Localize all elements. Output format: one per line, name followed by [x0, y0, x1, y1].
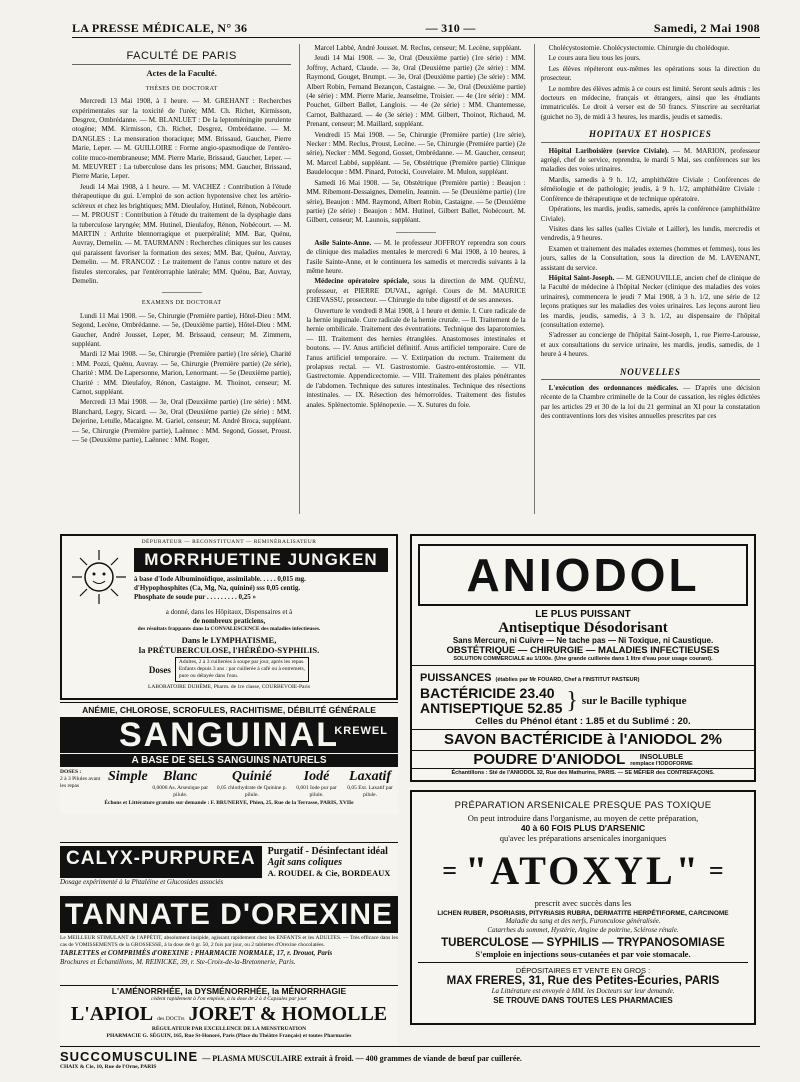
ad-line: Phosphate de soude pur . . . . . . . . . 0,25 » [134, 593, 257, 601]
divider [396, 232, 436, 233]
ad-footer: Échons et Littérature gratuits sur demande : F. BRUNERYE, Phien, 25, Rue de la Terrasse, PARIS, XVIIe [104, 800, 354, 806]
ad-doses-label: DOSES : [60, 769, 82, 775]
ad-line: A. ROUDEL & Cie, BORDEAUX [267, 868, 391, 878]
ad-brand-name: CALYX-PURPUREA [60, 846, 262, 878]
equals-ornament-icon: = [442, 855, 458, 885]
subsection-label: EXAMENS DE DOCTORAT [141, 300, 222, 307]
ad-line: SE TROUVE DANS TOUTES LES PHARMACIES [493, 996, 673, 1005]
ad-brand-name [60, 717, 398, 753]
ad-morrhuetine [60, 534, 398, 700]
subsection-heading: Actes de la Faculté. [146, 68, 217, 79]
paragraph: Ouverture le vendredi 8 Mai 1908, à 1 heure et demie. I. Cure radicale de la hernie inguinale. Cure radicale de la hernie crurale. — II. Traitement de la hernie ombilicale. Traitement des éventrations. Technique des laparotomies. — III. Traitement des hernies étranglées. Anastomoses intestinales et boutons. — IV. Anus artificiel définitif. Anus artificiel temporaire. Cure de l'anus artificiel temporaire. — V. Extirpation du rectum. Traitement du prolapsus rectal. — VI. Gastrostomie. Gastro-entérostomie. — VII. Gastrectomie. Appendicectomie. — VIII. Traitement des plaies pénétrantes de l'abdomen. Technique des sutures intestinales. Technique des résections intestinales. — IX. Résection des hémorroïdes. Traitement des fistules anales. Splénectomie. Splénopexie. — X. Sutures du foie. [306, 306, 526, 409]
paragraph-lead: Asile Sainte-Anne. [314, 238, 372, 247]
issue-date: Samedi, 2 Mai 1908 [653, 21, 760, 35]
ad-line: PRÉPARATION ARSENICALE PRESQUE PAS TOXIQUE [454, 800, 712, 811]
paragraph-lead: Hôpital Saint-Joseph. [548, 273, 615, 282]
ad-line: remplace l'IODOFORME [630, 760, 693, 767]
ad-line: prescrit avec succès dans les [534, 898, 632, 908]
ad-line: SOLUTION COMMERCIALE au 1/100e. (Une grande cuillerée dans 1 litre d'eau pour usage courant). [412, 656, 754, 666]
ad-variant: Laxatif [349, 769, 392, 784]
ad-line: RÉGULATEUR PAR EXCELLENCE DE LA MENSTRUATION [151, 1026, 307, 1032]
ad-variant-note: 0,05 Ext. Laxatif par pilule. [347, 785, 393, 798]
ad-line: TUBERCULOSE — SYPHILIS — TRYPANOSOMIASE [441, 937, 725, 949]
ad-doses-label: Doses [148, 664, 171, 675]
paragraph [541, 274, 760, 330]
ad-line: La Littérature est envoyée à MM. les Docteurs sur leur demande. [491, 987, 675, 995]
ad-variant: Iodé [303, 769, 330, 784]
ad-variant: Quinié [231, 769, 272, 784]
ad-subtitle: A BASE DE SELS SANGUINS NATURELS [60, 753, 398, 767]
ad-lab: LABORATOIRE DUHÈME, Pharm. de 1re classe, COURBEVOIE-Paris [148, 684, 310, 690]
ad-brand-mark: KREWEL [334, 725, 388, 737]
section-heading: NOUVELLES [541, 368, 760, 380]
ad-brand-name: L'APIOL [70, 1003, 154, 1025]
paragraph: Mercredi 13 Mai 1908. — 3e, Oral (Deuxième partie) (1re série) : MM. Blanchard, Legry, Sicard. — 3e, Oral (Deuxième partie) (2e série) : MM. Dejerine, Letulle, Macaigne. M. Gariel, censeur; M. André Broca, suppléant. — 5e, Chirurgie (Première partie), Laënnec : MM. Segond, Gosset, Proust. — 5e (Deuxième partie), Laënnec : MM. Roger, [72, 398, 292, 445]
paragraph: Mercredi 13 Mai 1908, à 1 heure. — M. GREHANT : Recherches expérimentales sur la toxicité de l'urée; MM. Ch. Richet, Kirmisson, Desgrez, Ombrédanne. — M. BLANLUET : De la leptoméningite purulente otogène; MM. Kirmisson, Ch. Richet, Desgrez, Ombrédanne. — M. DANGLES : La mensuration thoracique; MM. Brissaud, Gaucher, Pierre Marie, Leper. — M. GUILLOIRE : Forme angio-spasmodique de l'entéro-colite muco-membraneuse; MM. Pierre Marie, Brissaud, Gaucher, Leper. — M. MEUVRET : La tuberculose dans les prisons; MM. Gaucher, Brissaud, Pierre Marie, Leper. [72, 97, 292, 181]
ad-line: Antiseptique Désodorisant [498, 620, 668, 636]
ad-line: On peut introduire dans l'organisme, au moyen de cette préparation, [467, 813, 699, 823]
paragraph: Opérations, les mardis, jeudis, samedis, après la conférence (amphithéâtre Civiale). [540, 205, 760, 223]
ad-variant-note: 0,001 Iode pur par pilule. [296, 785, 337, 798]
ad-tagline: ANÉMIE, CHLOROSE, SCROFULES, RACHITISME, DÉBILITÉ GÉNÉRALE [60, 702, 398, 715]
ad-line: Celles du Phénol étant : 1.85 et du Sublimé : 20. [412, 716, 754, 730]
article-columns [72, 44, 760, 514]
ad-line: PHARMACIE G. SÉGUIN, 165, Rue St-Honoré, Paris (Place du Théâtre Français) et toutes Pharmacies [106, 1033, 352, 1039]
paragraph: S'adresser au concierge de l'hôpital Saint-Joseph, 1, rue Pierre-Larousse, et aux consultations du service urinaire, les mardis, jeudis, samedis, de 1 heure à 4 heures. [540, 331, 760, 359]
ad-line: LICHEN RUBER, PSORIASIS, PITYRIASIS RUBRA, DERMATITE HERPÉTIFORME, CARCINOME [437, 910, 729, 917]
ad-line: PUISSANCES [420, 672, 492, 684]
ad-footer: Échantillons : Sté de l'ANIODOL 32, Rue des Mathurins, PARIS. — SE MÉFIER des CONTREFAÇONS. [451, 770, 715, 776]
page-number: — 310 — [425, 21, 476, 35]
ad-apiol [60, 985, 398, 1045]
paragraph: Marcel Labbé, André Jousset. M. Reclus, censeur; M. Lecène, suppléant. [314, 44, 522, 52]
ad-brand-connector: des DOCTrs [157, 1016, 185, 1022]
ad-brand-name: ANIODOL [466, 549, 700, 601]
ad-line: (établies par Mr FOUARD, Chef à l'INSTITUT PASTEUR) [495, 677, 640, 683]
section-heading: HOPITAUX ET HOSPICES [541, 130, 760, 142]
ad-subtitle: Dosage expérimenté à la Phtaléine et Glucosides associés [60, 878, 224, 886]
paragraph-lead: Hôpital Lariboisière (service Civiale). [548, 146, 669, 155]
ad-brand-box [418, 544, 748, 606]
ad-line: d'Hypophosphites (Ca, Mg, Na, quininé) sss 0,05 centig. [134, 584, 301, 592]
ad-brand-name: MORRHUETINE JUNGKEN [134, 548, 388, 572]
ad-line: DÉPOSITAIRES ET VENTE EN GROS : [515, 966, 651, 975]
ad-brand-name: TANNATE D'OREXINE [60, 896, 398, 933]
ad-succomusculine [60, 1046, 760, 1068]
ad-line: de nombreux praticiens, [192, 617, 266, 625]
sun-emblem-icon [70, 548, 128, 606]
ad-line: des résultats frappants dans la CONVALESCENCE des maladies infectieuses. [137, 626, 321, 632]
ad-line: qu'avec les préparations arsenicales inorganiques [499, 833, 667, 843]
ad-line: BACTÉRICIDE 23.40 [420, 685, 555, 701]
ad-line: 40 à 60 FOIS PLUS D'ARSENIC [520, 823, 646, 833]
ad-line: Enfants depuis 3 ans : par cuillerée à café ou à entremets, [178, 666, 306, 672]
ad-brand-name: SUCCOMUSCULINE [60, 1049, 199, 1064]
ad-line: ANTISEPTIQUE 52.85 [420, 700, 563, 716]
column-3 [534, 44, 760, 514]
ad-line: INSOLUBLE [639, 751, 684, 761]
paragraph: Le cours aura lieu tous les jours. [548, 54, 641, 63]
masthead [72, 22, 760, 38]
ad-brand-name: "ATOXYL" [465, 848, 701, 893]
paragraph-body: — M. le professeur JOFFROY reprendra son cours de clinique des maladies mentales le mercredi 6 Mai 1908, à 10 heures, à l'asile Sainte-Anne, et le continuera les samedis et mercredis suivants à la même heure. [306, 238, 526, 275]
ad-variant: Simple [108, 769, 148, 784]
ad-variant: Blanc [163, 769, 198, 784]
paragraph: Visites dans les salles (salles Civiale et Lailler), les lundis, mercredis et vendredis, à 9 heures. [540, 224, 760, 243]
paragraph-lead: Médecine opératoire spéciale, [314, 277, 409, 286]
section-heading: FACULTÉ DE PARIS [72, 52, 291, 65]
paragraph [541, 384, 760, 422]
paragraph: Examen et traitement des malades externes (hommes et femmes), tous les jours, salles de la Consultation, sous la direction de M. LAVENANT, assistant du service. [540, 244, 760, 272]
ad-line: Sans Mercure, ni Cuivre — Ne tache pas — Ni Toxique, ni Caustique. [452, 636, 714, 645]
ad-atoxyl [410, 790, 756, 1025]
paragraph: Mardis, samedis à 9 h. 1/2, amphithéâtre Civiale : Conférences de séméiologie et de pathologie; jeudis, à 9 h. 1/2, amphithéâtre Civiale : Conférence de thérapeutique et de technique opératoire. [540, 175, 760, 203]
paragraph: Le nombre des élèves admis à ce cours est limité. Seront seuls admis : les docteurs en médecine, français et étrangers, ainsi que les étudiants immatriculés. Le droit à verser est de 50 francs. S'inscrire au secrétariat (guichet no 3), de midi à 3 heures, les mardis, jeudis et samedis. [540, 84, 760, 121]
ad-line: Dans le LYMPHATISME, [181, 635, 277, 645]
divider [162, 292, 202, 293]
ad-line: cèdent rapidement à l'on emploie, à la dose de 2 à 4 Capsules par jour [151, 996, 307, 1002]
ad-brand-name: JORET & HOMOLLE [188, 1003, 388, 1025]
ad-aniodol [410, 534, 756, 782]
ad-line: LE PLUS PUISSANT [535, 609, 631, 620]
ad-line: L'AMÉNORRHÉE, la DYSMÉNORRHÉE, la MÉNORRHAGIE [60, 985, 398, 996]
ad-line: Catarrhes du sommet, Hystérie, Angine de poitrine, Sclérose rénale. [487, 926, 679, 934]
equals-ornament-icon: = [708, 855, 724, 885]
ad-line: la PRÉTUBERCULOSE, l'HÉRÉDO-SYPHILIS. [138, 645, 320, 655]
ad-line: Purgatif - Désinfectant idéal [267, 846, 388, 857]
ad-variant-note: 0,0006 As. Arsenique par pilule. [152, 785, 209, 798]
paragraph-body: — M. MARION, professeur agrégé, chef de service, reprendra, le mardi 5 Mai, ses conférences sur les maladies des voies urinaires. [540, 146, 760, 174]
journal-title: LA PRESSE MÉDICALE, N° 36 [72, 21, 248, 35]
paragraph [541, 147, 760, 175]
column-1 [72, 44, 291, 514]
ad-sanguinal [60, 702, 398, 814]
subsection-label: THÈSES DE DOCTORAT [145, 85, 218, 92]
paragraph-lead: L'exécution des ordonnances médicales. [548, 384, 679, 392]
paragraph: Mardi 12 Mai 1908. — 5e, Chirurgie (Première partie) (1re série), Charité : MM. Pozzi, Quénu, Auvray. — 5e, Chirurgie (Première partie) (2e série), Charité : MM. De Lapersonne, Marion, Lenormant. — 5e (Deuxième partie), Charité : MM. Dieulafoy, Rénon, Castaigne. M. Thoinot, censeur; M. Carnot, suppléant. [72, 350, 292, 396]
printer-imprint: CHAIX & Cie, 10, Rue de l'Orne, PARIS [60, 1064, 157, 1070]
paragraph [306, 277, 525, 305]
ad-body: Le MEILLEUR STIMULANT de l'APPÉTIT, absolument insipide, agissant rapidement chez les ENFANTS et les ADULTES. — Très efficace dans les cas de VOMISSEMENTS de la GROSSESSE, à la dose de 0 gr. 50, 2 fois par jour, ou 2 tablettes d'Orexine chocolatées. [60, 935, 398, 948]
ad-line: TABLETTES et COMPRIMÉS d'OREXINE : PHARMACIE NORMALE, 17, r. Drouot, Paris [60, 949, 333, 957]
ad-line: — PLASMA MUSCULAIRE extrait à froid. — 400 grammes de viande de bœuf par cuillerée. [202, 1054, 522, 1063]
ad-brand-name-text: SANGUINAL [118, 716, 340, 754]
ad-line: a donné, dans les Hôpitaux, Dispensaires et à [165, 608, 293, 616]
paragraph-body: — M. GENOUVILLE, ancien chef de clinique de la Faculté de médecine à l'hôpital Necker (clinique des maladies des voies urinaires), commencera le jeudi 7 Mai 1908, à 3 h. 1/2, une série de 12 leçons pratiques sur les maladies des voies urinaires. Les leçons auront lieu les mardis, jeudis, samedis, à 3 h. 1/2, au dispensaire de l'hôpital (consultation externe). [540, 273, 760, 329]
ad-line: à base d'Iode Albuminoïdique, assimilable. . . . . 0,015 mg. [134, 575, 306, 583]
ad-line: Maladie du sang et des nerfs, Furonculose généralisée. [505, 917, 661, 925]
ad-line: pure ou délayée dans l'eau. [178, 673, 239, 679]
ad-line: Adultes, 2 à 3 cuillerées à soupe par jour, après les repas. [178, 659, 305, 665]
ad-line: Brochures et Échantillons, M. REINICKE, 39, r. Ste-Croix-de-la-Bretonnerie, Paris. [60, 958, 296, 966]
paragraph: Lundi 11 Mai 1908. — 5e, Chirurgie (Première partie), Hôtel-Dieu : MM. Segond, Lecène, Ombrédanne. — 5e, (Deuxième partie), Hôtel-Dieu : MM. Gaucher, André Jousset, Leper, M. Brissaud, censeur; M. Zimmern, suppléant. [72, 311, 292, 348]
paragraph-body: sous la direction de MM. QUÉNU, professeur, et PIERRE DUVAL, agrégé. Cours de M. MAURICE CHEVASSU, prosecteur. — Chirurgie du tube digestif et de ses annexes. [306, 277, 526, 305]
ad-tagline: DÉPURATEUR — RECONSTITUANT — REMINÉRALISATEUR [141, 539, 317, 545]
ad-line: sur le Bacille typhique [581, 695, 687, 707]
ad-line: SAVON BACTÉRICIDE à l'ANIODOL 2% [412, 730, 754, 751]
paragraph: Jeudi 14 Mai 1908. — 3e, Oral (Deuxième partie) (1re série) : MM. Joffroy, Achard, Claude. — 3e, Oral (Deuxième partie) (2e série) : MM. Raymond, Gouget, Brumpt. — 3e, Oral (Deuxième partie) (3e série) : MM. Albert Robin, Fernand Bezançon, Castaigne. — 3e, Oral (Deuxième partie) (4e série) : MM. Pierre Marie, Jeanselme, Troisier. — 4e (1re série) : MM. Pouchet, Gilbert Ballet, Langlois. — 4e (2e série) : MM. Chantemesse, Carnot, Balthazard. — 4e (3e série) : MM. Gilbert, Thoinot, Richaud, M. Prenant, censeur; M. Maillard, suppléant. [306, 54, 526, 129]
ad-line: Agit sans coliques [267, 857, 343, 868]
ad-line: POUDRE D'ANIODOL [473, 751, 626, 768]
ad-calyx-purpurea [60, 842, 398, 892]
ad-variant-note: 0,05 chlorhydrate de Quinine p. pilule. [216, 785, 287, 798]
column-2 [299, 44, 525, 514]
paragraph: Samedi 16 Mai 1908. — 5e, Obstétrique (Première partie) : Beaujon : MM. Ribemont-Dessaignes, Demelin, Jeannin. — 5e (Deuxième partie) (1re série), Beaujon : MM. Raymond, Albert Robin, Castaigne. — 5e (Deuxième partie) (2e série) : Beaujon : MM. Hutinel, Gilbert Ballet, Nobécourt. M. Gilbert, censeur; M. Launois, suppléant. [306, 178, 526, 225]
paragraph [306, 239, 525, 277]
ad-line: S'emploie en injections sous-cutanées et par voie stomacale. [418, 949, 748, 963]
paragraph: Vendredi 15 Mai 1908. — 5e, Chirurgie (Première partie) (1re série), Necker : MM. Reclus, Proust, Lecène. — 5e, Chirurgie (Première partie) (2e série), Necker : MM. Segond, Gosset, Ombrédanne. — M. Gaucher, censeur; M. Marcel Labbé, suppléant. — 5e, Obstétrique (Première partie) Clinique Baudelocque : MM. Pinard, Potocki, Couvelaire. M. Mulon, suppléant. [306, 130, 526, 177]
ad-line: MAX FRERES, 31, Rue des Petites-Écuries, PARIS [446, 975, 720, 987]
paragraph-body: — D'après une décision récente de la Chambre criminelle de la Cour de cassation, les règles édictées par les articles 29 et 30 de la loi du 21 germinal an XI pour la constatation des contraventions lors des visites annuelles prescrites par ces [540, 384, 760, 421]
paragraph: Jeudi 14 Mai 1908, à 1 heure. — M. VACHEZ : Contribution à l'étude thérapeutique du gui. L'emploi de son action hypotensive chez les artério-scléreux et chez les brightiques; MM. Dieulafoy, Hutinel, Rénon, Nobécourt. — M. PROUST : Contribution à l'étude du traitement de la dysphagie dans la tuberculose laryngée; MM. Hutinel, Dieulafoy, Rénon, Nobécourt. — M. MARTIN : Arthrite blennorragique et puerpéralité; MM. Bar, Quénu, Auvray, Demelin. — M. TAURMANN : Recherches cliniques sur les causes qui paraissent favoriser la formation des sexes; MM. Bar, Quénu, Auvray, Demelin. — M. FRANCOZ : Le traitement de l'anus contre nature et des fistules stercorales, par l'entérorraphie latérale; MM. Quénu, Bar, Auvray, Demelin. [72, 182, 292, 285]
ad-doses-text: 2 à 3 Pilules avant les repas [60, 776, 101, 789]
paragraph: Cholécystostomie. Cholécystectomie. Chirurgie du cholédoque. [548, 44, 730, 52]
paragraph: Les élèves répéteront eux-mêmes les opérations sous la direction du prosecteur. [540, 64, 760, 83]
brace-icon: } [566, 688, 578, 714]
ad-line: OBSTÉTRIQUE — CHIRURGIE — MALADIES INFECTIEUSES [446, 645, 720, 656]
